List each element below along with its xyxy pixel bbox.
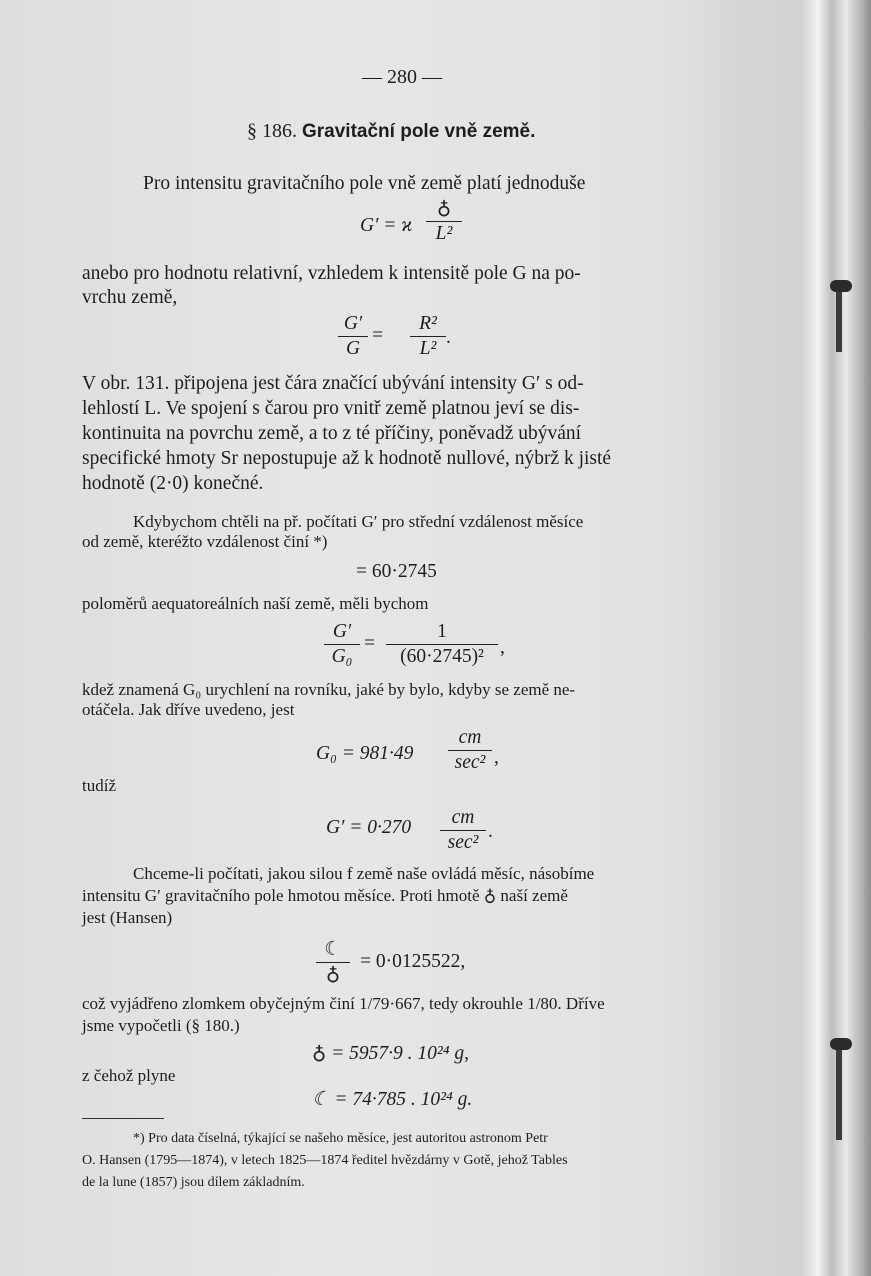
fraction-numerator: cm xyxy=(451,807,475,828)
paragraph-line: kdež znamená G₀ urychlení na rovníku, jaké by bylo, kdyby se země ne- xyxy=(82,680,576,699)
fraction-numerator: ♁ xyxy=(436,198,452,219)
paragraph-line: což vyjádřeno zlomkem obyčejným činí 1/79·667, tedy okrouhle 1/80. Dříve xyxy=(82,994,605,1013)
footnote-line: O. Hansen (1795—1874), v letech 1825—1874 ředitel hvězdárny v Gotě, jehož Tables xyxy=(82,1153,568,1168)
paragraph-line: Kdybychom chtěli na př. počítati G′ pro střední vzdálenost měsíce xyxy=(133,512,584,531)
fraction-numerator: G′ xyxy=(332,621,352,642)
paragraph-line: otáčela. Jak dříve uvedeno, jest xyxy=(82,700,295,719)
equation-fraction xyxy=(448,726,492,775)
section-title: Gravitační pole vně země. xyxy=(302,121,536,142)
equation-fraction xyxy=(324,620,360,669)
paragraph-line: hodnotě (2·0) konečné. xyxy=(82,473,264,494)
fraction-denominator: sec² xyxy=(447,832,479,853)
binding-thread xyxy=(830,280,852,292)
equation: ♁ = 5957·9 . 10²⁴ g, xyxy=(312,1043,470,1064)
paragraph-line: vrchu země, xyxy=(82,287,178,308)
fraction-denominator: G₀ xyxy=(331,646,353,667)
fraction-numerator: 1 xyxy=(437,621,447,642)
paragraph-line: kontinuita na povrchu země, a to z té příčiny, poněvadž ubývání xyxy=(82,423,582,444)
equation-rhs: = 0·0125522, xyxy=(360,951,466,972)
paragraph-line: od země, kteréžto vzdálenost činí *) xyxy=(82,532,328,551)
fraction-numerator: G′ xyxy=(343,313,363,334)
equation-fraction xyxy=(316,938,350,987)
footnote-line: *) Pro data číselná, týkající se našeho měsíce, jest autoritou astronom Petr xyxy=(133,1131,548,1146)
equation-punctuation: . xyxy=(488,821,493,842)
fraction-denominator: L² xyxy=(419,338,437,359)
fraction-denominator: sec² xyxy=(454,752,486,773)
equation-fraction xyxy=(410,312,446,361)
fraction-denominator: (60·2745)² xyxy=(400,646,484,667)
paragraph-line: jest (Hansen) xyxy=(82,908,173,927)
equation-lhs: G′ = 0·270 xyxy=(326,817,412,838)
footnote-line: de la lune (1857) jsou dílem základním. xyxy=(82,1175,305,1190)
paragraph-line: intensitu G′ gravitačního pole hmotou měsíce. Proti hmotě ♁ naší země xyxy=(82,886,568,905)
paragraph-line: poloměrů aequatoreálních naší země, měli bychom xyxy=(82,594,429,613)
fraction-denominator: L² xyxy=(435,223,453,244)
equation-fraction xyxy=(426,197,462,246)
page-number: — 280 — xyxy=(362,66,442,88)
equation-lhs: G′ = ϰ xyxy=(360,215,413,236)
fraction-denominator: G xyxy=(345,338,361,359)
fraction-numerator: ☾ xyxy=(324,939,342,960)
equation-lhs: G₀ = 981·49 xyxy=(316,743,414,764)
paragraph-line: lehlostí L. Ve spojení s čarou pro vnitř země platnou jeví se dis- xyxy=(82,398,580,419)
equals-sign: = xyxy=(364,633,375,654)
footnote-rule xyxy=(82,1118,164,1119)
equation-fraction xyxy=(338,312,368,361)
binding-cord xyxy=(836,1050,842,1140)
equation: ☾ = 74·785 . 10²⁴ g. xyxy=(312,1089,473,1110)
equation: = 60·2745 xyxy=(356,561,437,582)
binding-cord xyxy=(836,292,842,352)
equation-punctuation: , xyxy=(500,637,505,658)
paragraph: Pro intensitu gravitačního pole vně země platí jednoduše xyxy=(143,173,586,194)
connector-word: z čehož plyne xyxy=(82,1066,176,1085)
paragraph-line: specifické hmoty Sr nepostupuje až k hodnotě nullové, nýbrž k jisté xyxy=(82,448,612,469)
section-symbol: § 186. xyxy=(247,120,297,142)
equation-punctuation: . xyxy=(446,327,451,348)
connector-word: tudíž xyxy=(82,776,116,795)
equation-fraction xyxy=(386,620,498,669)
equation-punctuation: , xyxy=(494,747,499,768)
fraction-numerator: cm xyxy=(458,727,482,748)
paragraph-line: anebo pro hodnotu relativní, vzhledem k intensitě pole G na po- xyxy=(82,263,581,284)
paragraph-line: V obr. 131. připojena jest čára značící ubývání intensity G′ s od- xyxy=(82,373,584,394)
equation-fraction xyxy=(440,806,486,855)
paragraph-line: jsme vypočetli (§ 180.) xyxy=(82,1016,240,1035)
paragraph-line: Chceme-li počítati, jakou silou f země naše ovládá měsíc, násobíme xyxy=(133,864,595,883)
binding-thread xyxy=(830,1038,852,1050)
section-heading xyxy=(247,120,535,143)
fraction-denominator: ♁ xyxy=(325,964,341,985)
equals-sign: = xyxy=(372,325,383,346)
fraction-numerator: R² xyxy=(419,313,437,334)
